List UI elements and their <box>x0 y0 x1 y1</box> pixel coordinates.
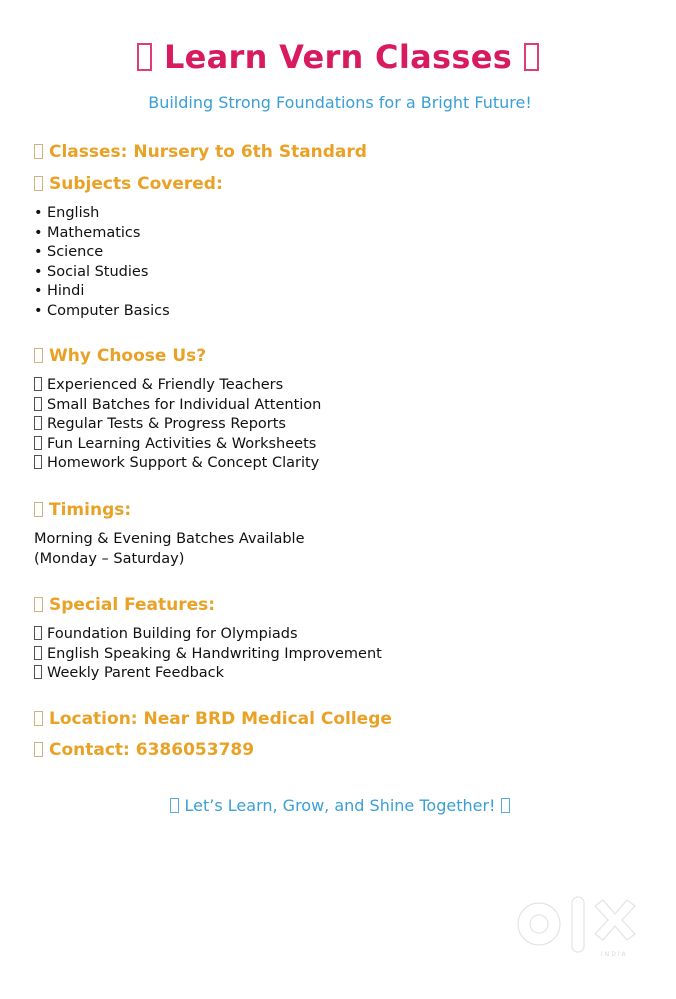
list-item: English Speaking & Handwriting Improvement <box>34 645 382 665</box>
closing-text: Let’s Learn, Grow, and Shine Together! <box>184 796 496 815</box>
timings-line: Morning & Evening Batches Available <box>34 531 305 547</box>
tagline: Building Strong Foundations for a Bright Future! <box>148 93 532 112</box>
features-heading <box>34 595 215 615</box>
subjects-list <box>34 204 170 322</box>
list-item: Homework Support & Concept Clarity <box>34 454 321 474</box>
list-item: • English <box>34 204 170 224</box>
timings-text <box>34 530 305 569</box>
features-list <box>34 625 382 684</box>
subjects-heading <box>34 174 223 194</box>
check-icon <box>34 397 42 411</box>
check-icon <box>34 377 42 391</box>
check-icon <box>34 455 42 469</box>
emoji-placeholder-icon <box>524 43 539 71</box>
svg-text:INDIA: INDIA <box>601 951 628 958</box>
timings-heading <box>34 500 131 520</box>
emoji-placeholder-icon <box>34 597 43 612</box>
title-text: Learn Vern Classes <box>163 38 513 76</box>
bullet-icon: • <box>34 263 43 280</box>
phone-icon <box>34 742 43 757</box>
emoji-placeholder-icon <box>34 348 43 363</box>
check-icon <box>34 646 42 660</box>
classes-heading-text: Classes: Nursery to 6th Standard <box>49 142 367 162</box>
emoji-placeholder-icon <box>34 502 43 517</box>
emoji-placeholder-icon <box>34 144 43 159</box>
why-heading <box>34 346 206 366</box>
check-icon <box>34 626 42 640</box>
list-item: Regular Tests & Progress Reports <box>34 415 321 435</box>
check-icon <box>34 416 42 430</box>
emoji-placeholder-icon <box>137 43 152 71</box>
emoji-placeholder-icon <box>170 798 179 813</box>
contact-text: Contact: 6386053789 <box>49 740 255 760</box>
list-item: • Computer Basics <box>34 302 170 322</box>
list-item: Fun Learning Activities & Worksheets <box>34 435 321 455</box>
list-item: • Hindi <box>34 282 170 302</box>
timings-heading-text: Timings: <box>49 500 132 520</box>
check-icon <box>34 665 42 679</box>
bullet-icon: • <box>34 224 43 241</box>
contact-heading <box>34 740 254 760</box>
why-heading-text: Why Choose Us? <box>49 346 207 366</box>
list-item: • Mathematics <box>34 224 170 244</box>
check-icon <box>34 436 42 450</box>
bullet-icon: • <box>34 205 43 221</box>
bullet-icon: • <box>34 283 43 300</box>
location-pin-icon <box>34 711 43 726</box>
subjects-heading-text: Subjects Covered: <box>49 174 223 194</box>
bullet-icon: • <box>34 244 43 261</box>
list-item: • Social Studies <box>34 263 170 283</box>
features-heading-text: Special Features: <box>49 595 216 615</box>
bullet-icon: • <box>34 302 43 319</box>
list-item: Experienced & Friendly Teachers <box>34 376 321 396</box>
location-heading <box>34 709 392 729</box>
page-title <box>0 38 676 76</box>
classes-heading <box>34 142 367 162</box>
why-list <box>34 376 321 474</box>
closing-message <box>0 796 676 815</box>
emoji-placeholder-icon <box>34 176 43 191</box>
timings-line: (Monday – Saturday) <box>34 550 185 567</box>
olx-watermark-logo <box>517 892 642 962</box>
list-item: Weekly Parent Feedback <box>34 664 382 684</box>
emoji-placeholder-icon <box>501 798 510 813</box>
list-item: • Science <box>34 243 170 263</box>
list-item: Small Batches for Individual Attention <box>34 396 321 416</box>
list-item: Foundation Building for Olympiads <box>34 625 382 645</box>
location-text: Location: Near BRD Medical College <box>49 709 392 729</box>
